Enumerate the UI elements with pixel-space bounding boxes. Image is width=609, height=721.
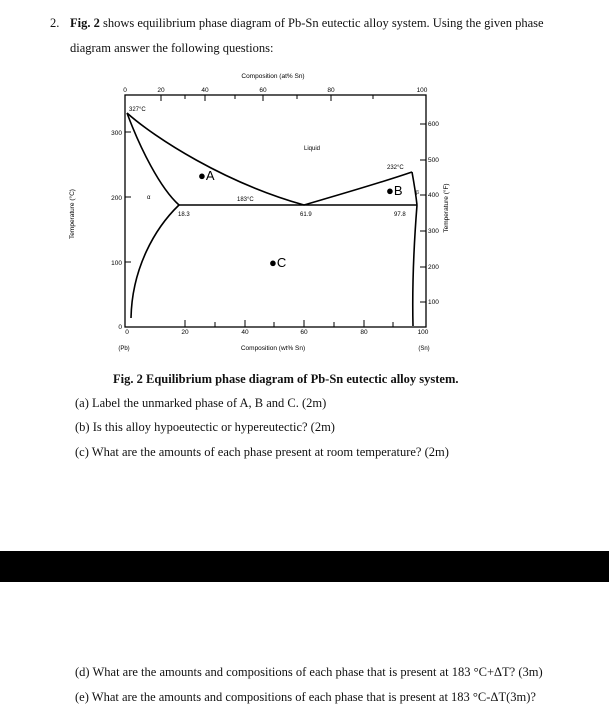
top-tick-marks — [161, 95, 373, 101]
bottom-ticks — [125, 329, 429, 336]
solvus-beta — [413, 205, 417, 326]
bottom-tick-label: 40 — [241, 329, 249, 336]
point-c: ●C — [269, 255, 287, 270]
bottom-axis-title: Composition (wt% Sn) — [240, 345, 306, 352]
right-tick-marks — [420, 124, 426, 302]
bottom-tick-marks — [185, 320, 393, 327]
right-tick-label: 500 — [428, 157, 439, 164]
redaction-band — [0, 551, 609, 582]
right-tick-label: 300 — [428, 228, 439, 235]
question-line-1-text: shows equilibrium phase diagram of Pb-Sn eutectic alloy system. Using the given phase — [99, 16, 544, 30]
right-tick-label: 600 — [428, 121, 439, 128]
sn-melt-label: 232°C — [387, 165, 404, 171]
eutectic-temp-label: 183°C — [237, 197, 254, 203]
left-tick-label: 100 — [111, 260, 122, 267]
eutectic-comp-label: 61.9 — [300, 212, 312, 218]
fig-reference: Fig. 2 — [70, 16, 100, 30]
bottom-tick-label: 80 — [360, 329, 368, 336]
solidus-alpha — [127, 113, 179, 205]
question-line-1 — [70, 10, 544, 36]
beta-limit-label: 97.8 — [394, 212, 406, 218]
top-tick-label: 20 — [157, 87, 165, 94]
solidus-beta — [412, 172, 417, 205]
subquestion-a: (a) Label the unmarked phase of A, B and C. (2m) — [75, 396, 327, 410]
right-axis-title: Temperature (°F) — [443, 183, 450, 233]
top-tick-label: 100 — [416, 87, 428, 94]
diagram-labels — [129, 107, 419, 218]
alpha-limit-label: 18.3 — [178, 212, 190, 218]
bottom-tick-label: 20 — [181, 329, 189, 336]
right-tick-label: 100 — [428, 299, 439, 306]
phase-boundaries — [127, 113, 417, 326]
top-tick-label: 0 — [123, 87, 127, 94]
bottom-tick-label: 100 — [417, 329, 429, 336]
subquestion-e: (e) What are the amounts and compositions of each phase that is present at 183 °C-ΔT(3m)? — [75, 690, 536, 704]
left-tick-label: 300 — [111, 130, 122, 137]
subquestion-c: (c) What are the amounts of each phase present at room temperature? (2m) — [75, 445, 449, 459]
solvus-alpha — [131, 205, 179, 318]
question-line-2: diagram answer the following questions: — [70, 41, 274, 55]
state-points — [198, 168, 403, 270]
alpha-label: α — [147, 195, 151, 201]
figure-caption: Fig. 2 Equilibrium phase diagram of Pb-Sn eutectic alloy system. — [113, 372, 459, 386]
pb-melt-label: 327°C — [129, 107, 146, 113]
subquestion-d: (d) What are the amounts and compositions of each phase that is present at 183 °C+ΔT? (3m) — [75, 665, 543, 679]
right-ticks — [428, 121, 439, 306]
beta-label: β — [416, 190, 419, 196]
bottom-end-right: (Sn) — [418, 346, 430, 352]
question-number: 2. — [50, 16, 60, 30]
top-axis-title: Composition (at% Sn) — [241, 73, 305, 80]
phase-diagram — [60, 68, 460, 368]
top-tick-label: 60 — [259, 87, 267, 94]
subquestion-b: (b) Is this alloy hypoeutectic or hypereutectic? (2m) — [75, 420, 335, 434]
left-ticks — [111, 130, 122, 331]
bottom-tick-label: 0 — [125, 329, 129, 336]
left-tick-label: 200 — [111, 195, 122, 202]
point-a: ●A — [198, 168, 215, 183]
top-tick-label: 40 — [201, 87, 209, 94]
plot-frame — [125, 95, 426, 327]
right-tick-label: 400 — [428, 192, 439, 199]
top-tick-label: 80 — [327, 87, 335, 94]
point-b: ●B — [386, 183, 403, 198]
left-axis-title: Temperature (°C) — [69, 189, 76, 239]
bottom-tick-label: 60 — [300, 329, 308, 336]
left-tick-label: 0 — [118, 324, 122, 331]
bottom-end-left: (Pb) — [118, 346, 130, 352]
left-tick-marks — [125, 132, 131, 262]
liquidus-left — [127, 113, 304, 205]
liquid-label: Liquid — [304, 146, 321, 152]
right-tick-label: 200 — [428, 264, 439, 271]
top-ticks — [123, 87, 428, 94]
